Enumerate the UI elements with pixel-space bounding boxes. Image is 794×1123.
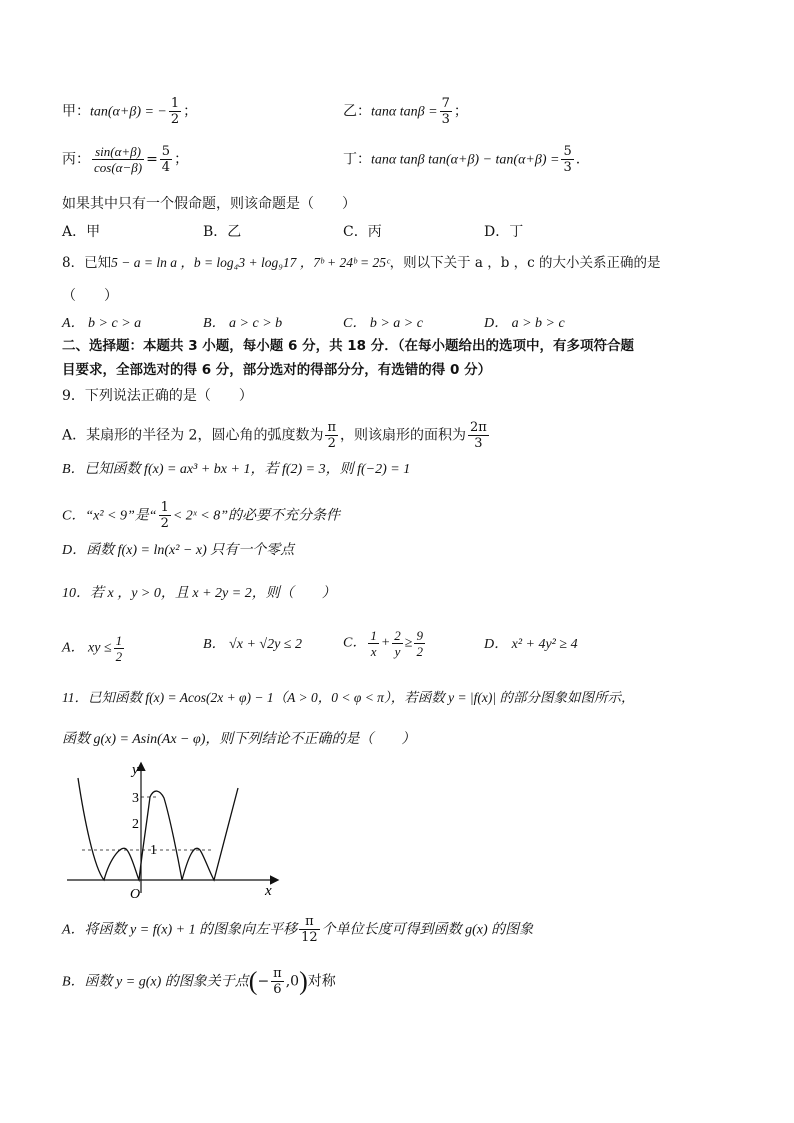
q7-option-b[interactable]: B．乙 <box>203 224 242 240</box>
section-2-heading: 二、选择题：本题共 3 小题，每小题 6 分，共 18 分．（在每小题给出的选项中，有多项符合题 <box>62 338 635 354</box>
q10-option-d[interactable]: D． x² + 4y² ≥ 4 <box>484 637 578 652</box>
q7-option-d[interactable]: D．丁 <box>484 224 524 240</box>
q8-stem: 8．已知5 − a = ln a ，b = log₄3 + log₉17 ，7ᵇ + 24ᵇ = 25ᶜ，则以下关于 a ，b ，c 的大小关系正确的是 <box>62 255 661 271</box>
origin-label: O <box>130 887 141 898</box>
q11-option-a[interactable]: A．将函数 y = f(x) + 1 的图象向左平移 $\frac{\pi}{12}$ 个单位长度可得到函数 g(x) 的图象 <box>62 914 534 945</box>
q8-option-a[interactable]: A． b > c > a <box>62 316 142 331</box>
prop-yi: 乙：tanα tanβ = $\frac{7}{3}$ ； <box>343 96 468 127</box>
prop-bing: 丙： $\frac{\sin(\alpha+\beta)}{\cos(\alpha-\beta)}$ = $\frac{5}{4}$ ； <box>62 144 189 175</box>
curve <box>78 778 238 880</box>
y-tick-2: 2 <box>132 817 139 832</box>
q11-option-b[interactable]: B．函数 y = g(x) 的图象关于点(− $\frac{\pi}{6}$ ,0)对称 <box>62 966 336 997</box>
q10-stem: 10．若 x ，y > 0，且 x + 2y = 2，则（ ） <box>62 586 336 601</box>
x-axis-label: x <box>265 883 272 898</box>
q11-stem-line2: 函数 g(x) = Asin(Ax − φ)，则下列结论不正确的是（ ） <box>62 732 416 747</box>
q10-option-b[interactable]: B． √x + √2y ≤ 2 <box>203 637 302 652</box>
q10-option-a[interactable]: A． xy ≤ $\frac{1}{2}$ <box>62 633 123 664</box>
q9-stem: 9．下列说法正确的是（ ） <box>62 388 253 404</box>
section-2-instructions: 目要求，全部选对的得 6 分，部分选对的得部分分，有选错的得 0 分） <box>62 362 492 378</box>
y-tick-1: 1 <box>150 843 157 858</box>
q7-option-c[interactable]: C．丙 <box>343 224 382 240</box>
q7-option-a[interactable]: A．甲 <box>62 224 101 240</box>
q8-option-c[interactable]: C． b > a > c <box>343 316 423 331</box>
function-graph <box>62 758 292 898</box>
q8-paren: （ ） <box>62 288 118 304</box>
prop-ding: 丁：tanα tanβ tan(α+β) − tan(α+β) = $\frac{5}{3}$ . <box>343 144 581 175</box>
q7-question: 如果其中只有一个假命题，则该命题是（ ） <box>62 196 356 212</box>
q10-option-c[interactable]: C． $\frac{1}{x}$ + $\frac{2}{y}$ ≥ $\frac{9}{2}$ <box>343 628 423 659</box>
q9-option-b[interactable]: B．已知函数 f(x) = ax³ + bx + 1，若 f(2) = 3，则 f(−2) = 1 <box>62 462 411 477</box>
prop-jia: 甲：tan(α+β) = − $\frac{1}{2}$ ； <box>62 96 198 127</box>
q11-stem-line1: 11．已知函数 f(x) = Acos(2x + φ) − 1（A > 0，0 < φ < π），若函数 y = |f(x)| 的部分图象如图所示， <box>62 690 635 705</box>
q8-option-d[interactable]: D． a > b > c <box>484 316 565 331</box>
q9-option-d[interactable]: D．函数 f(x) = ln(x² − x) 只有一个零点 <box>62 543 295 558</box>
q8-option-b[interactable]: B． a > c > b <box>203 316 283 331</box>
q9-option-c[interactable]: C．“x² < 9”是“ $\frac{1}{2}$ < 2ˣ < 8”的必要不充分条件 <box>62 500 340 531</box>
y-axis-label: y <box>132 762 139 778</box>
y-tick-3: 3 <box>132 791 139 806</box>
q9-option-a[interactable]: A．某扇形的半径为 2，圆心角的弧度数为 $\frac{\pi}{2}$ ，则该扇形的面积为 $\frac{2\pi}{3}$ <box>62 420 487 451</box>
